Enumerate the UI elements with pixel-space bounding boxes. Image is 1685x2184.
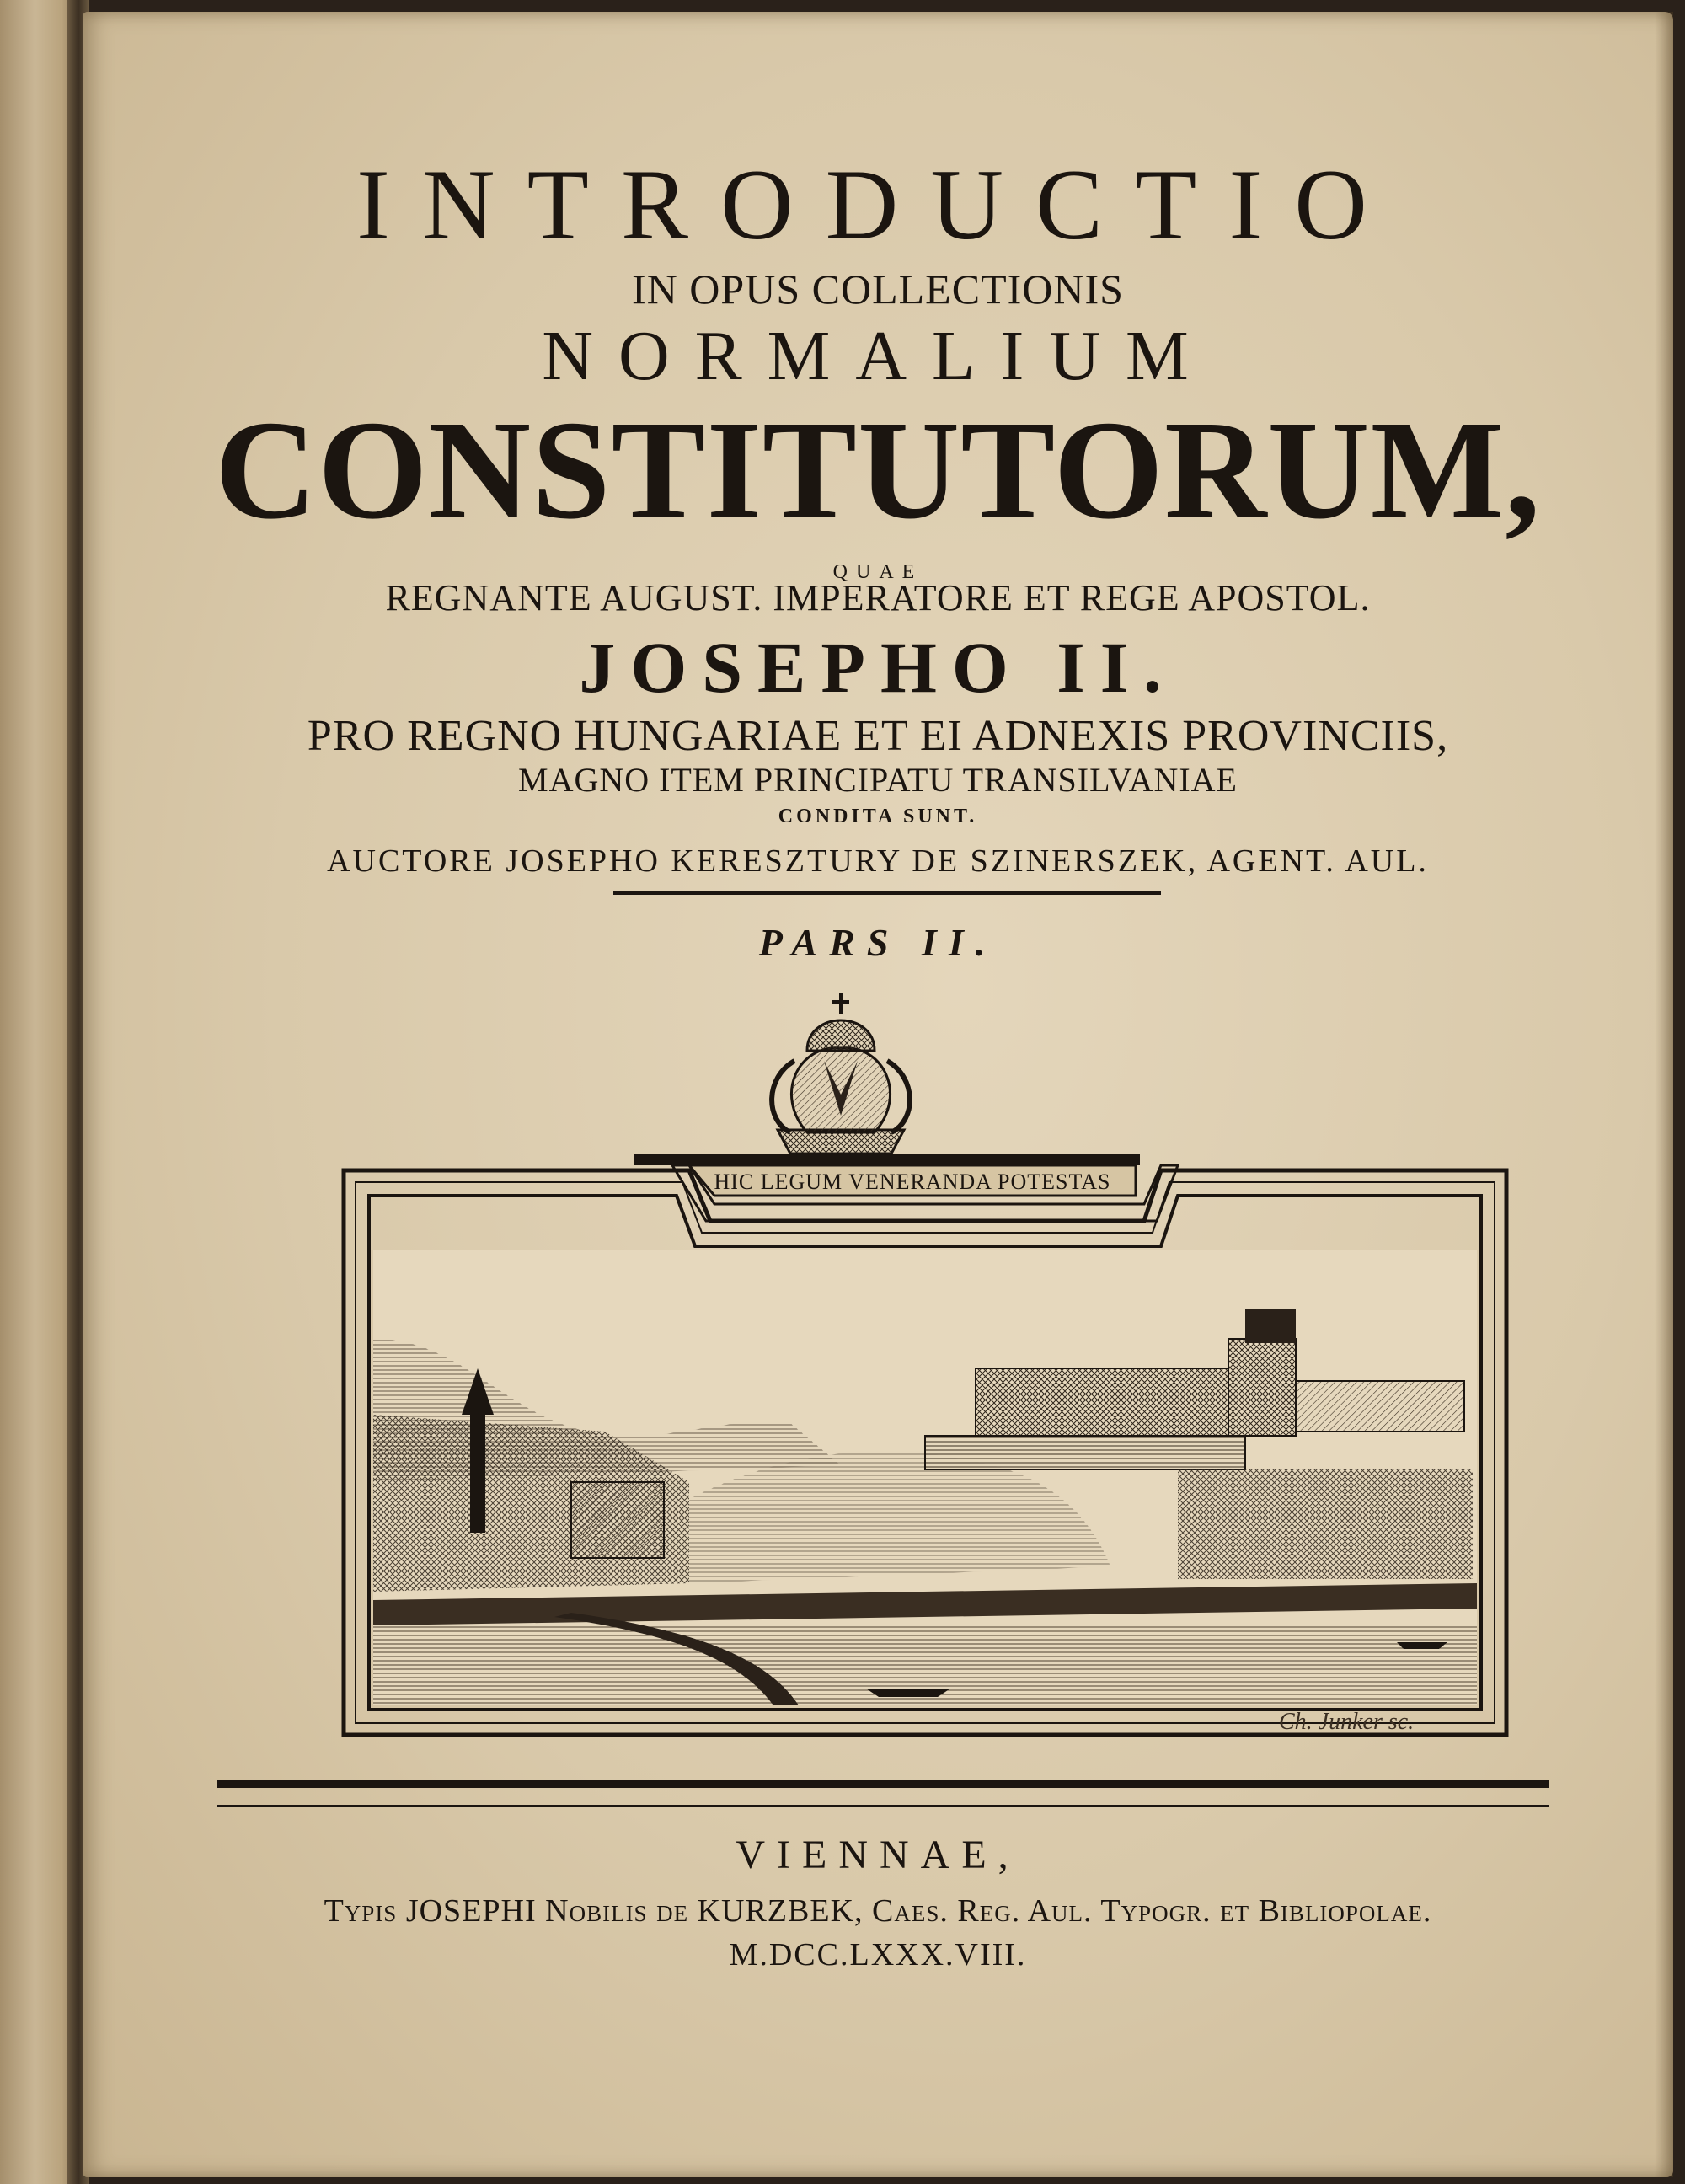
title-constitutorum: CONSTITUTORUM, — [214, 392, 1542, 549]
divider-thin — [217, 1805, 1549, 1807]
author-line: AUCTORE JOSEPHO KERESZTURY DE SZINERSZEK, AGENT. AUL. — [327, 843, 1429, 879]
subtitle-line: IN OPUS COLLECTIONIS — [632, 265, 1124, 313]
condita-sunt-line: CONDITA SUNT. — [778, 806, 978, 827]
regnante-line: REGNANTE AUGUST. IMPERATORE ET REGE APOSTOL. — [385, 577, 1371, 618]
imprint-printer: Typis JOSEPHI Nobilis de KURZBEK, Caes. Reg. Aul. Typogr. et Bibliopolae. — [324, 1893, 1432, 1929]
magno-item-line: MAGNO ITEM PRINCIPATU TRANSILVANIAE — [518, 761, 1238, 799]
divider-short — [613, 891, 1161, 895]
town-scene — [373, 1250, 1477, 1705]
imprint-city: VIENNAE, — [736, 1833, 1020, 1877]
crown-coat-of-arms — [772, 993, 910, 1154]
left-page-edge — [0, 0, 78, 2184]
banner-motto: HIC LEGUM VENERANDA POTESTAS — [714, 1170, 1111, 1194]
title-normalium: NORMALIUM — [542, 317, 1214, 395]
pars-label: PARS II. — [758, 921, 998, 964]
engraving-illustration — [251, 943, 1515, 1752]
divider-thick — [217, 1780, 1549, 1788]
small-quae: QUAE — [832, 561, 923, 583]
josepho-line: JOSEPHO II. — [579, 627, 1177, 708]
title-main: INTRODUCTIO — [356, 148, 1399, 260]
imprint-year: M.DCC.LXXX.VIII. — [729, 1937, 1027, 1973]
title-page — [83, 12, 1673, 2177]
engraver-signature: Ch. Junker sc. — [1279, 1709, 1415, 1735]
pro-regno-line: PRO REGNO HUNGARIAE ET EI ADNEXIS PROVINCIIS, — [307, 712, 1449, 760]
